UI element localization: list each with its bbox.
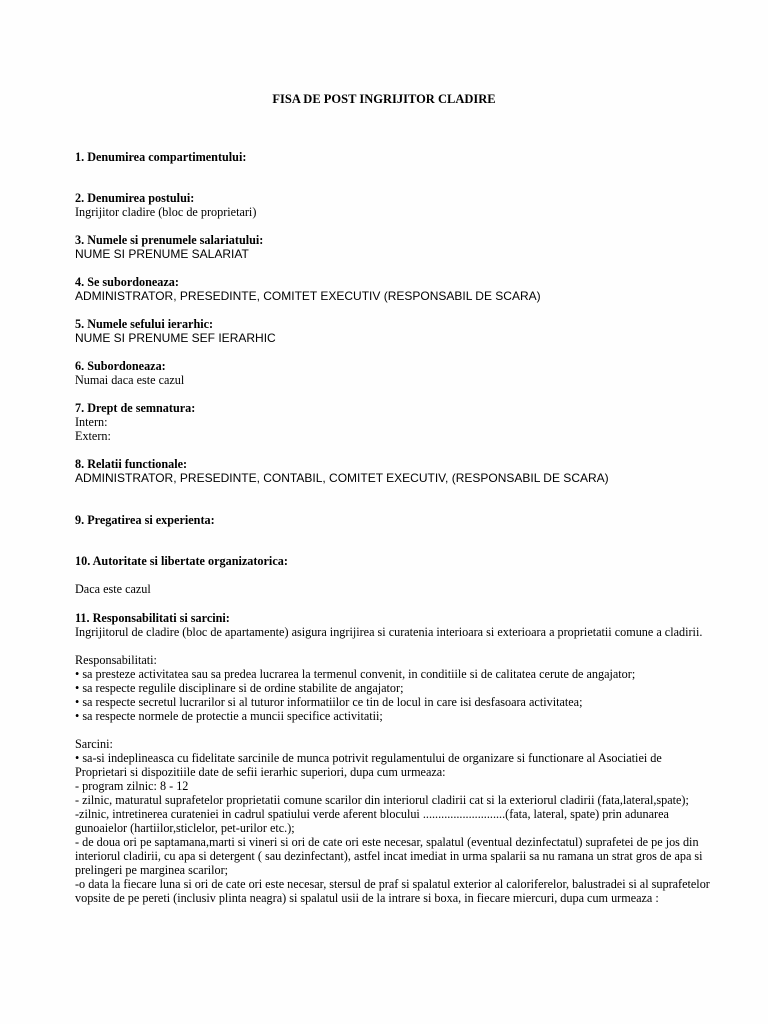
- section-1: [75, 150, 715, 164]
- section-4: [75, 275, 715, 303]
- sarcini-label: Sarcini:: [75, 737, 113, 751]
- section-3-text: NUME SI PRENUME SALARIAT: [75, 247, 249, 261]
- section-3-heading: 3. Numele si prenumele salariatului:: [75, 233, 264, 247]
- section-4-heading: 4. Se subordoneaza:: [75, 275, 179, 289]
- section-6-heading: 6. Subordoneaza:: [75, 359, 166, 373]
- section-6: [75, 359, 715, 387]
- section-7-heading: 7. Drept de semnatura:: [75, 401, 196, 415]
- section-3: [75, 233, 715, 261]
- responsabilitate-item: • sa respecte secretul lucrarilor si al tuturor informatiilor ce tin de locul in care isi desfasoara activitatea;: [75, 695, 583, 709]
- document-title: FISA DE POST INGRIJITOR CLADIRE: [272, 92, 496, 106]
- section-2: [75, 191, 715, 219]
- section-10-heading: 10. Autoritate si libertate organizatorica:: [75, 554, 288, 568]
- responsabilitati-label: Responsabilitati:: [75, 653, 157, 667]
- section-11: [75, 611, 715, 905]
- section-11-intro: Ingrijitorul de cladire (bloc de apartamente) asigura ingrijirea si curatenia interioara si exterioara a proprietatii comune a cladirii.: [75, 625, 703, 639]
- section-8-text: ADMINISTRATOR, PRESEDINTE, CONTABIL, COMITET EXECUTIV, (RESPONSABIL DE SCARA): [75, 471, 609, 485]
- responsabilitate-item: • sa respecte normele de protectie a muncii specifice activitatii;: [75, 709, 383, 723]
- section-7: [75, 401, 715, 443]
- sarcina-item: - program zilnic: 8 - 12: [75, 779, 189, 793]
- section-5: [75, 317, 715, 345]
- responsabilitate-item: • sa respecte regulile disciplinare si de ordine stabilite de angajator;: [75, 681, 404, 695]
- section-11-heading: 11. Responsabilitati si sarcini:: [75, 611, 230, 625]
- sarcina-item: - zilnic, maturatul suprafetelor proprietatii comune scarilor din interiorul cladirii cat si la exteriorul cladirii (fata,lateral,spate);: [75, 793, 689, 807]
- section-8-heading: 8. Relatii functionale:: [75, 457, 188, 471]
- section-6-text: Numai daca este cazul: [75, 373, 185, 387]
- section-7-extern: Extern:: [75, 429, 111, 443]
- section-1-heading: 1. Denumirea compartimentului:: [75, 150, 247, 164]
- section-9-heading: 9. Pregatirea si experienta:: [75, 513, 215, 527]
- responsabilitate-item: • sa presteze activitatea sau sa predea lucrarea la termenul convenit, in conditiile si de calitatea cerute de angajator;: [75, 667, 636, 681]
- section-2-heading: 2. Denumirea postului:: [75, 191, 195, 205]
- sarcina-item: -zilnic, intretinerea curateniei in cadrul spatiului verde aferent blocului ...........................(fata, lateral, spate) prin adunarea gunoaielor (hartiilor,sticlelor, pet-urilor etc.);: [75, 807, 669, 835]
- section-8: [75, 457, 715, 485]
- sarcina-item: -o data la fiecare luna si ori de cate ori este necesar, stersul de praf si spalatul exterior al caloriferelor, balustradei si al suprafetelor vopsite de pe pereti (inclusiv plinta neagra) si spalatul usii de la intrare si boxa, in fiecare miercuri, dupa cum urmeaza :: [75, 877, 710, 905]
- sarcina-item: • sa-si indeplineasca cu fidelitate sarcinile de munca potrivit regulamentului de organizare si functionare al Asociatiei de Proprietari si dispozitiile date de sefii ierarhic superiori, dupa cum urmeaza:: [75, 751, 662, 779]
- sarcina-item: - de doua ori pe saptamana,marti si vineri si ori de cate ori este necesar, spalatul (eventual dezinfectatul) suprafetei de pe jos din interiorul cladirii, cu apa si detergent ( sau dezinfectant), astfel incat imediat in urma spalarii sa nu ramana un strat gros de apa si prelingeri pe marginea scarilor;: [75, 835, 703, 877]
- section-7-intern: Intern:: [75, 415, 108, 429]
- section-5-heading: 5. Numele sefului ierarhic:: [75, 317, 214, 331]
- section-2-text: Ingrijitor cladire (bloc de proprietari): [75, 205, 257, 219]
- section-5-text: NUME SI PRENUME SEF IERARHIC: [75, 331, 276, 345]
- section-10: [75, 554, 715, 596]
- section-9: [75, 513, 715, 527]
- section-10-text: Daca este cazul: [75, 582, 151, 596]
- section-4-text: ADMINISTRATOR, PRESEDINTE, COMITET EXECUTIV (RESPONSABIL DE SCARA): [75, 289, 541, 303]
